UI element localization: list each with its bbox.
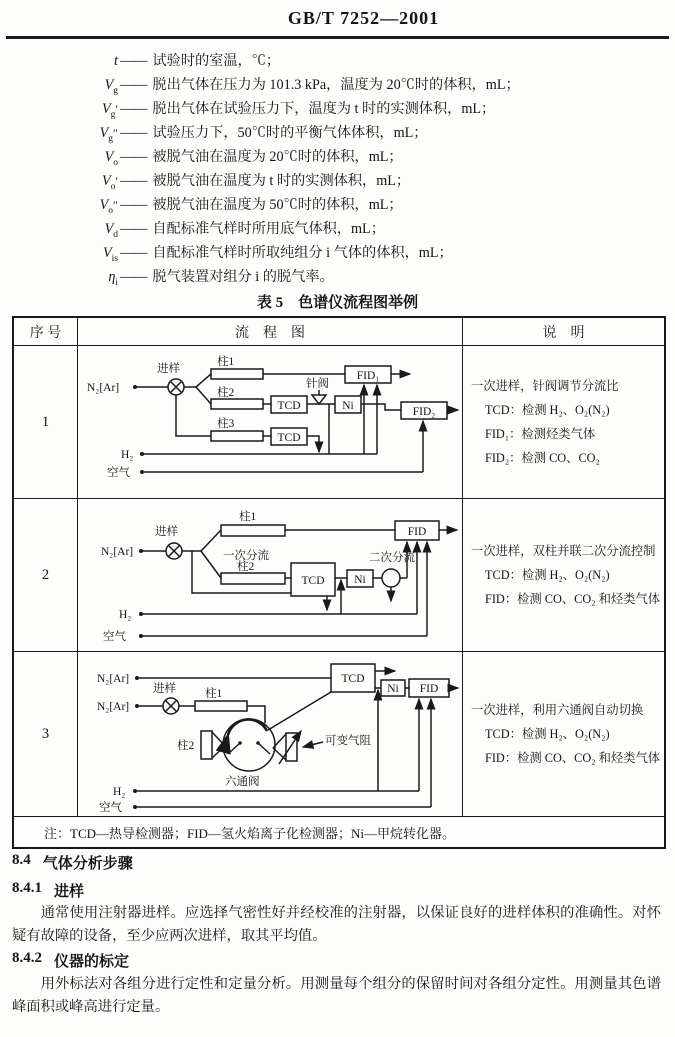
injection-valve-icon — [166, 543, 182, 559]
symbol: $V_g''$ — [99, 125, 118, 144]
section-number: 8.4.1 — [12, 880, 42, 896]
desc-cell — [463, 346, 664, 498]
paragraph-8-4-1: 通常使用注射器进样。应选择气密性好并经校准的注射器，以保证良好的进样体积的准确性。对怀疑有故障的设备，至少应两次进样，取其平均值。 — [12, 905, 661, 944]
definition-text: 自配标准气样时所取纯组分 i 气体的体积，mL； — [152, 245, 453, 261]
tcd-label: TCD — [277, 400, 301, 412]
definition-text: 被脱气油在温度为 t 时的实测体积，mL； — [152, 173, 411, 189]
column2-box — [221, 573, 285, 584]
ni-label: Ni — [342, 400, 354, 412]
dash: —— — [120, 125, 147, 141]
desc-line: 一次进样，双柱并联二次分流控制 — [471, 544, 656, 558]
dash: —— — [120, 245, 147, 261]
section-heading-8-4-1 — [12, 880, 84, 901]
symbol: $V_g$ — [104, 77, 118, 96]
col3-label: 柱3 — [217, 418, 235, 430]
definition-row — [40, 74, 661, 98]
definitions-list — [40, 50, 661, 290]
symbol: $V_o'$ — [101, 173, 118, 192]
definition-text: 试验时的室温，℃； — [152, 53, 281, 69]
col2-label: 柱2 — [217, 387, 235, 399]
column1-box — [211, 369, 263, 379]
definition-text: 试验压力下，50℃时的平衡气体体积，mL； — [152, 125, 428, 141]
table-title: 表 5 色谱仪流程图举例 — [256, 295, 419, 311]
h2-label: H₂ — [119, 609, 132, 621]
split2-label: 二次分流 — [369, 552, 415, 564]
desc-line: 一次进样，利用六通阀自动切换 — [471, 703, 644, 717]
desc-line: FID：检测 CO、CO₂ 和烃类气体 — [485, 751, 661, 765]
desc-line: TCD：检测 H₂、O₂(N₂) — [485, 403, 610, 417]
fid1-label: FID₁ — [356, 370, 380, 382]
dash: —— — [120, 149, 147, 165]
tcd-label: TCD — [301, 575, 325, 587]
needle-valve-icon — [312, 390, 326, 404]
tcd2-label: TCD — [277, 432, 301, 444]
table-header-row — [14, 318, 664, 346]
col2-label: 柱2 — [237, 561, 255, 573]
column1-box — [195, 701, 247, 711]
flow-diagram-cell — [78, 652, 463, 816]
variable-gas-resistor-icon — [273, 731, 301, 764]
diagram-lines — [139, 521, 457, 638]
section-heading-8-4-2 — [12, 950, 129, 971]
ni-label: Ni — [354, 574, 366, 586]
table-note-row — [14, 817, 664, 847]
definition-text: 脱出气体在试验压力下，温度为 t 时的实测体积，mL； — [152, 101, 496, 117]
dash: —— — [120, 53, 147, 69]
dash: —— — [120, 269, 147, 285]
definition-row — [40, 98, 661, 122]
injection-valve-icon — [163, 698, 179, 714]
symbol: $V_{is}$ — [102, 245, 118, 264]
section-title: 气体分析步骤 — [42, 856, 133, 872]
table-note: 注：TCD—热导检测器；FID—氢火焰离子化检测器；Ni—甲烷转化器。 — [44, 825, 455, 841]
fid-label: FID — [419, 683, 439, 695]
air-label: 空气 — [107, 467, 130, 479]
column-header-flow: 流 程 图 — [78, 318, 463, 345]
col2-label: 柱2 — [177, 740, 195, 752]
inject-label: 进样 — [157, 363, 180, 375]
injection-valve-icon — [168, 379, 184, 395]
seq-cell: 1 — [14, 346, 78, 498]
desc-cell — [463, 499, 664, 651]
table-row-2 — [14, 499, 664, 652]
diagram-lines — [133, 366, 458, 474]
doc-number: GB/T 7252—2001 — [287, 8, 440, 28]
section-number: 8.4 — [12, 852, 31, 868]
symbol: t — [114, 53, 118, 69]
desc-line: FID₂：检测 CO、CO₂ — [485, 451, 600, 465]
col1-label: 柱1 — [239, 511, 257, 523]
definition-row — [40, 266, 661, 290]
split1-label: 一次分流 — [223, 550, 269, 562]
definition-row — [40, 146, 661, 170]
column-header-seq: 序 号 — [14, 318, 78, 345]
carrier1-label: N₂[Ar] — [97, 673, 130, 685]
section-title: 仪器的标定 — [54, 954, 130, 970]
column1-box — [221, 525, 285, 536]
desc-line: FID：检测 CO、CO₂ 和烃类气体 — [485, 592, 661, 606]
symbol: $\eta_i$ — [108, 269, 118, 288]
desc-cell — [463, 652, 664, 816]
definition-row — [40, 242, 661, 266]
definition-row — [40, 122, 661, 146]
definition-row — [40, 194, 661, 218]
definition-text: 脱气装置对组分 i 的脱气率。 — [152, 269, 334, 285]
col1-label: 柱1 — [217, 356, 235, 368]
section-number: 8.4.2 — [12, 950, 42, 966]
flow-diagram-cell — [78, 346, 463, 498]
diagram-lines — [133, 664, 458, 809]
six-port-valve-label: 六通阀 — [225, 776, 260, 788]
carrier-label: N₂[Ar] — [101, 546, 134, 558]
symbol: $V_o$ — [104, 149, 118, 168]
symbol: $V_d$ — [104, 221, 118, 240]
seq-cell: 2 — [14, 499, 78, 651]
h2-label: H₂ — [113, 786, 126, 798]
ni-label: Ni — [387, 683, 399, 695]
six-port-valve-icon — [223, 719, 275, 771]
col1-label: 柱1 — [205, 688, 223, 700]
carrier-label: N₂[Ar] — [87, 382, 120, 394]
inject-label: 进样 — [155, 526, 178, 538]
column-header-desc: 说 明 — [542, 325, 585, 341]
column2-box — [201, 731, 212, 759]
desc-line: FID₁：检测烃类气体 — [485, 427, 596, 441]
dash: —— — [120, 221, 147, 237]
section-title: 进样 — [54, 884, 85, 900]
air-label: 空气 — [103, 631, 126, 643]
column2-box — [211, 399, 263, 409]
dash: —— — [120, 173, 147, 189]
flow-diagram-3 — [78, 652, 462, 816]
symbol: $V_o''$ — [99, 197, 118, 216]
fid-label: FID — [407, 526, 427, 538]
carrier2-label: N₂[Ar] — [97, 701, 130, 713]
needle-valve-label: 针阀 — [306, 378, 329, 390]
table-5 — [12, 316, 666, 849]
split-valve-icon — [382, 569, 400, 587]
flow-diagram-2 — [78, 499, 462, 651]
dash: —— — [120, 197, 147, 213]
resistor-label: 可变气阻 — [325, 735, 371, 747]
fid2-label: FID₂ — [412, 406, 436, 418]
symbol: $V_g'$ — [101, 101, 118, 120]
table-row-1 — [14, 346, 664, 499]
flow-diagram-1 — [78, 346, 462, 498]
definition-text: 被脱气油在温度为 50℃时的体积，mL； — [152, 197, 403, 213]
definition-row — [40, 50, 661, 74]
dash: —— — [120, 77, 147, 93]
definition-text: 自配标准气样时所用底气体积，mL； — [152, 221, 385, 237]
definition-text: 被脱气油在温度为 20℃时的体积，mL； — [152, 149, 403, 165]
paragraph-8-4-2: 用外标法对各组分进行定性和定量分析。用测量每个组分的保留时间对各组分定性。用测量其色谱峰面积或峰高进行定量。 — [12, 976, 661, 1015]
air-label: 空气 — [99, 802, 122, 814]
definition-text: 脱出气体在压力为 101.3 kPa，温度为 20℃时的体积，mL； — [152, 77, 520, 93]
definition-row — [40, 218, 661, 242]
header-rule — [6, 36, 669, 39]
inject-label: 进样 — [153, 683, 176, 695]
h2-label: H₂ — [121, 449, 134, 461]
table-row-3 — [14, 652, 664, 817]
tcd-label: TCD — [341, 673, 365, 685]
desc-line: TCD：检测 H₂、O₂(N₂) — [485, 727, 610, 741]
column3-box — [211, 431, 263, 441]
desc-line: TCD：检测 H₂、O₂(N₂) — [485, 568, 610, 582]
desc-line: 一次进样，针阀调节分流比 — [471, 379, 619, 393]
definition-row — [40, 170, 661, 194]
seq-cell: 3 — [14, 652, 78, 816]
dash: —— — [120, 101, 147, 117]
flow-diagram-cell — [78, 499, 463, 651]
section-heading-8-4 — [12, 852, 133, 873]
